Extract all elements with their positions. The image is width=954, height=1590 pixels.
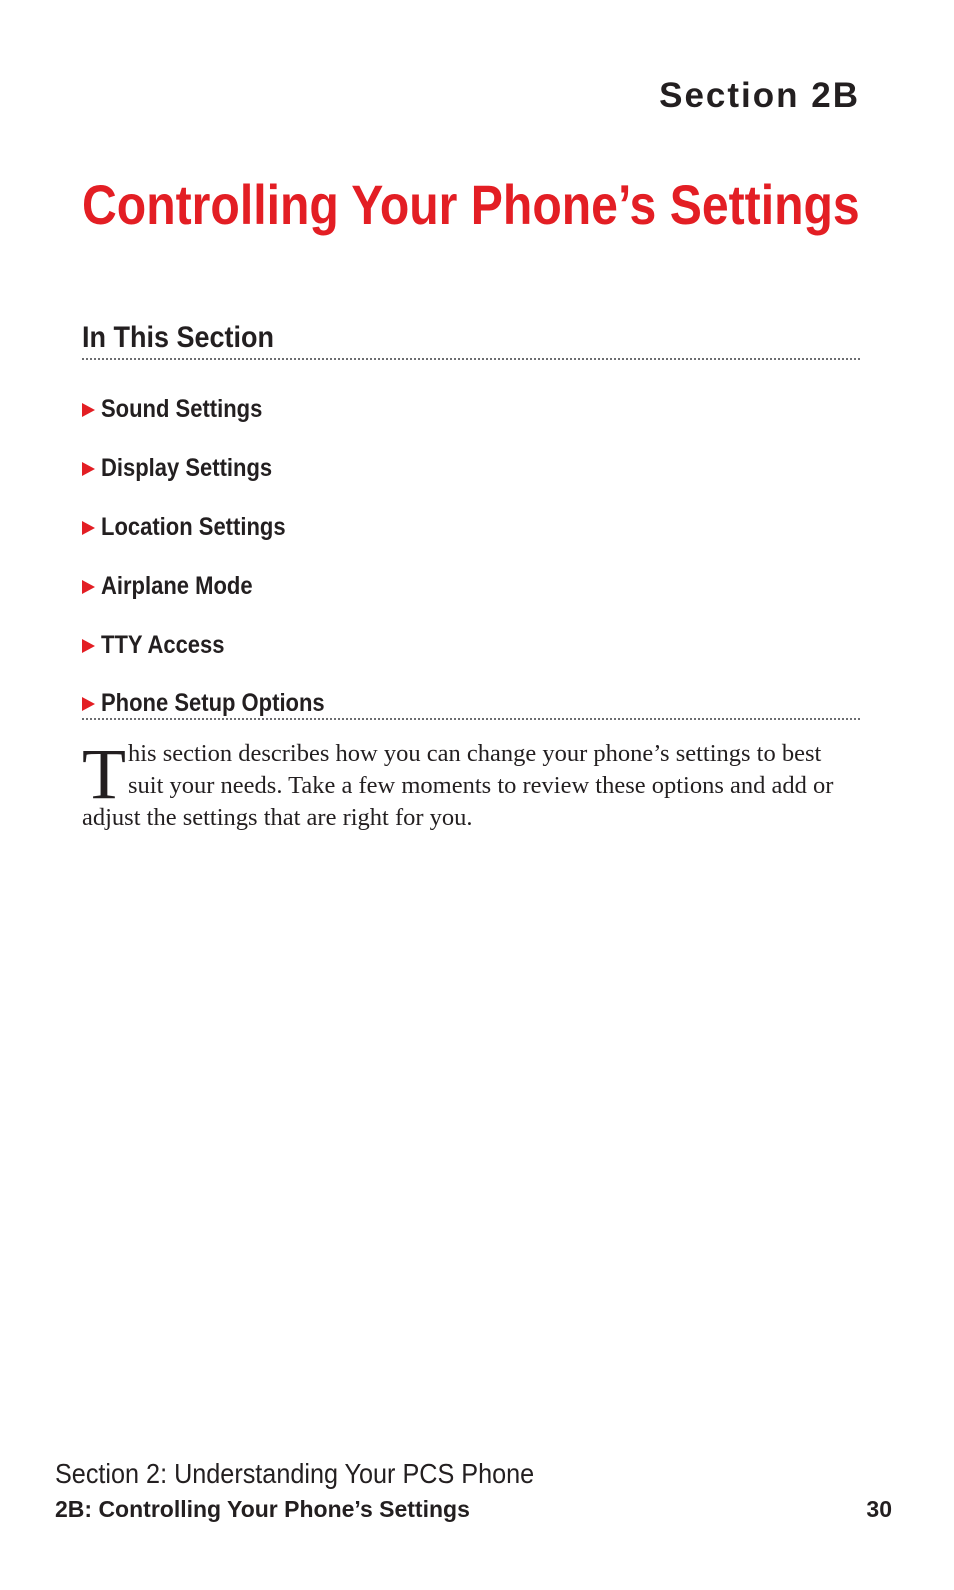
toc-item-display-settings[interactable] (82, 439, 355, 498)
intro-text: his section describes how you can change your phone’s settings to best suit your needs. Take a few moments to review these options and add or adjust the settings that are right for you. (82, 740, 834, 831)
intro-paragraph (82, 734, 862, 834)
drop-cap: T (82, 734, 126, 814)
toc-list (82, 380, 355, 733)
triangle-bullet-icon (82, 403, 95, 417)
toc-item-label: Phone Setup Options (101, 689, 325, 718)
triangle-bullet-icon (82, 521, 95, 535)
footer-chapter-title: 2B: Controlling Your Phone’s Settings (55, 1496, 470, 1522)
triangle-bullet-icon (82, 697, 95, 711)
toc-bottom-divider (82, 718, 860, 720)
toc-item-tty-access[interactable] (82, 615, 355, 674)
footer-section-title: Section 2: Understanding Your PCS Phone (55, 1458, 535, 1489)
toc-item-airplane-mode[interactable] (82, 556, 355, 615)
toc-item-label: TTY Access (101, 630, 225, 659)
toc-heading: In This Section (82, 321, 275, 354)
triangle-bullet-icon (82, 580, 95, 594)
toc-item-label: Display Settings (101, 454, 273, 483)
triangle-bullet-icon (82, 639, 95, 653)
toc-top-divider (82, 358, 860, 360)
toc-item-location-settings[interactable] (82, 498, 355, 557)
page-number: 30 (866, 1496, 892, 1522)
toc-item-label: Location Settings (101, 512, 286, 541)
toc-item-sound-settings[interactable] (82, 380, 355, 439)
section-label: Section 2B (659, 76, 860, 115)
toc-item-phone-setup-options[interactable] (82, 674, 355, 733)
triangle-bullet-icon (82, 462, 95, 476)
page-title: Controlling Your Phone’s Settings (82, 173, 860, 236)
toc-item-label: Sound Settings (101, 395, 263, 424)
toc-item-label: Airplane Mode (101, 571, 253, 600)
